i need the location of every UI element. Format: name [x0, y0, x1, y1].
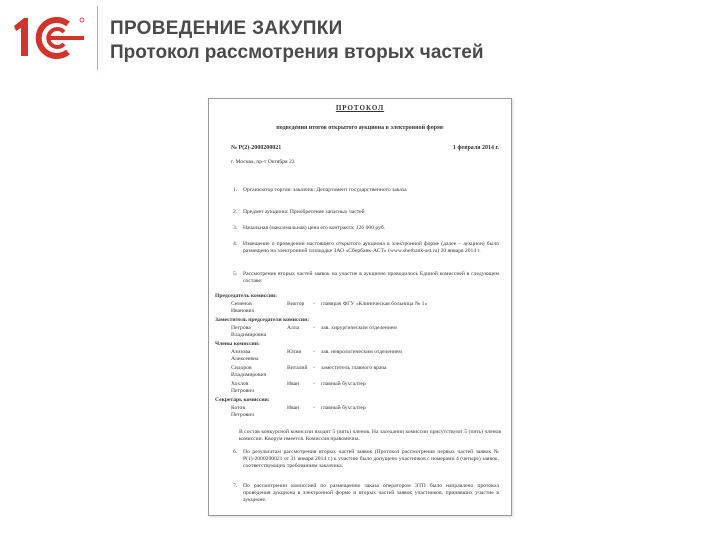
doc-place: г. Москва, пр-т Октября 23 — [231, 159, 295, 165]
doc-date: 1 февраля 2014 г. — [452, 145, 499, 151]
slide-header — [0, 0, 720, 80]
commission-row: Сидоров Виталий - заместитель главного врача Владимирович — [231, 365, 387, 378]
composition-paragraph: В состав конкурсной комиссии входит 5 (пять) членов. На заседании комиссии присутствуют 5 (пять) членов комиссии. Кворум имеется. Комиссия правомочна. — [239, 429, 501, 442]
doc-subtitle: подведения итогов открытого аукциона в электронной форме — [276, 125, 444, 131]
doc-number: № Р(2)-2000200021 — [231, 145, 282, 151]
deputy-label: Заместитель председателя комиссии: — [215, 317, 310, 323]
commission-row: Хохлов Иван - главный бухгалтер Петрович — [231, 381, 366, 394]
commission-row: Петрова Алла - зав. хирургическим отделением Владимировна — [231, 325, 397, 338]
commission-row: Котов Иван - главный бухгалтер Петрович — [231, 405, 366, 418]
page-title: ПРОВЕДЕНИЕ ЗАКУПКИ — [110, 18, 343, 39]
chair-label: Председатель комиссии: — [215, 293, 278, 299]
1c-logo — [8, 12, 88, 64]
members-label: Члены комиссии: — [215, 341, 260, 347]
doc-title: ПРОТОКОЛ — [335, 104, 385, 112]
protocol-document: ПРОТОКОЛ подведения итогов открытого аукциона в электронной форме № Р(2)-2000200021 1 февраля 2014 г. г. Москва, пр-т Октября 23 1. Организатор торгов: заказчик: Департамент государственного заказа 2. Предмет аукциона: Приобретение запасных частей 3. Начальная (максимальная) цена его контракта: 126 000 руб. 4. Извещение о проведении настоящего открытого аукциона в электронной форме (далее – аукцион) было размещено на электронной площадке ЗАО «Сбербанк-АСТ» (www.sberbank-ast.ru) 20 января 2014 г. 5. Рассмотрение вторых частей заявок на участие в аукционе проводилось Единой комиссией в следующем составе: Председатель комиссии: Семенов Виктор - главврач ФГУ «Клиническая больница № 1» Иванович Заместитель председателя комиссии: Петрова Алла - зав. хирургическим отделением Владимировна Члены комиссии: Азизова Юлия - зав. неврологическим отделением Алексеевна Сидоров Виталий - заместитель главного врача Владимирович Хохлов Иван - главный бухгалтер Петрович Секретарь комиссии: Котов Иван - главный бухгалтер Петрович В состав конкурсной комиссии входит 5 (пять) членов. На заседании комиссии присутствуют 5 (пять) членов комиссии. Кворум имеется. Комиссия правомочна. 6. По результатам рассмотрения вторых частей заявок (Протокол рассмотрения первых частей заявок № Р(1)-2000200021 от 31 января 2014 г.) к участию было допущено участников с номерами 4 (четыре) заявок, соответствующих требованиям заказчика. 7. По рассмотрении комиссией по размещению заказа оператором ЭТП было направлено протокол проведения аукциона в электронной форме и вторых частей заявок участников, принявших участие в аукционе. — [208, 98, 512, 516]
commission-row: Азизова Юлия - зав. неврологическим отделением Алексеевна — [231, 349, 402, 362]
commission-row: Семенов Виктор - главврач ФГУ «Клиническая больница № 1» Иванович — [231, 301, 428, 314]
page-subtitle: Протокол рассмотрения вторых частей — [110, 42, 484, 63]
secretary-label: Секретарь комиссии: — [215, 397, 270, 403]
header-divider — [97, 6, 98, 70]
